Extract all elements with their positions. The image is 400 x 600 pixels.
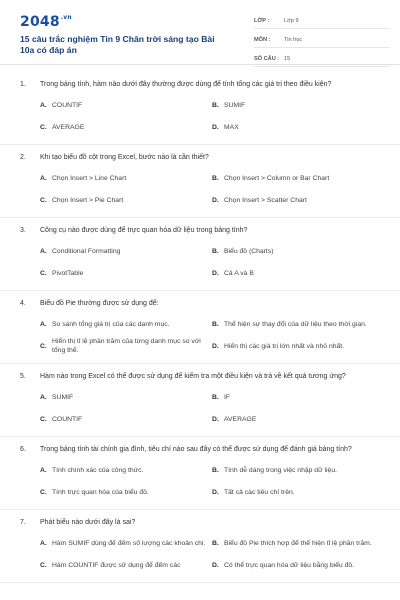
answer-options (40, 240, 380, 284)
meta-value: Lớp 9 (284, 18, 299, 24)
question-item (0, 72, 400, 145)
option-letter: D. (212, 561, 219, 569)
option-text: SUMIF (224, 101, 246, 109)
meta-value: 15 (284, 56, 291, 62)
option-letter: D. (212, 196, 219, 204)
option-letter: C. (40, 488, 47, 496)
answer-option[interactable] (40, 240, 212, 262)
answer-option[interactable] (212, 554, 384, 576)
option-letter: B. (212, 247, 219, 255)
site-logo[interactable] (20, 14, 72, 30)
option-text: AVERAGE (224, 415, 257, 423)
option-letter: D. (212, 123, 219, 131)
option-letter: C. (40, 123, 47, 131)
question-text: Phát biểu nào dưới đây là sai? (40, 519, 136, 526)
option-text: So sánh tổng giá trị của các danh mục. (52, 320, 170, 328)
question-header (20, 226, 380, 236)
option-text: Thể hiện sự thay đổi của dữ liệu theo thời gian. (224, 320, 367, 328)
question-list (0, 72, 400, 583)
option-text: MAX (224, 123, 239, 131)
meta-label: SỐ CÂU : (254, 56, 280, 62)
question-number: 1. (20, 81, 26, 88)
meta-label: MÔN : (254, 37, 271, 43)
option-letter: B. (212, 320, 219, 328)
answer-option[interactable] (212, 262, 384, 284)
logo-suffix: .vn (60, 14, 72, 21)
answer-options (40, 313, 380, 357)
option-text: Biểu đồ Pie thích hợp để thể hiện tỉ lệ phần trăm. (224, 539, 372, 547)
option-letter: C. (40, 269, 47, 277)
answer-option[interactable] (40, 335, 212, 357)
option-text: AVERAGE (52, 123, 85, 131)
meta-value: Tin học (284, 37, 303, 43)
option-letter: C. (40, 342, 47, 350)
question-number: 7. (20, 519, 26, 526)
answer-options (40, 94, 380, 138)
question-text: Trong bảng tính tài chính gia đình, tiêu chí nào sau đây có thể được sử dụng để đánh giá bảng tính? (40, 446, 352, 453)
option-text: Chọn Insert > Column or Bar Chart (224, 174, 330, 182)
option-letter: C. (40, 415, 47, 423)
question-text: Trong bảng tính, hàm nào dưới đây thường được dùng để tính tổng các giá trị theo điều kiện? (40, 81, 332, 88)
option-letter: B. (212, 539, 219, 547)
question-text: Hàm nào trong Excel có thể được sử dụng để kiểm tra một điều kiện và trả về kết quả tương ứng? (40, 373, 346, 380)
option-text: Hiển thị các giá trị lớn nhất và nhỏ nhất. (224, 342, 345, 350)
question-text: Công cụ nào được dùng để trực quan hóa dữ liệu trong bảng tính? (40, 227, 248, 234)
question-header (20, 372, 380, 382)
answer-option[interactable] (40, 313, 212, 335)
option-letter: A. (40, 247, 47, 255)
answer-option[interactable] (40, 116, 212, 138)
question-number: 5. (20, 373, 26, 380)
answer-option[interactable] (212, 116, 384, 138)
answer-option[interactable] (212, 335, 384, 357)
option-text: Cả A và B (224, 269, 254, 277)
option-letter: C. (40, 196, 47, 204)
question-header (20, 518, 380, 528)
header (0, 0, 400, 65)
option-letter: B. (212, 466, 219, 474)
answer-option[interactable] (212, 481, 384, 503)
option-text: SUMIF (52, 393, 74, 401)
meta-row-class (254, 14, 390, 29)
answer-option[interactable] (40, 408, 212, 430)
option-text: PivotTable (52, 269, 84, 277)
option-text: Tính chính xác của công thức. (52, 466, 144, 474)
option-text: Hàm SUMIF dùng để đếm số lượng các khoản chi. (52, 539, 206, 547)
option-letter: D. (212, 269, 219, 277)
answer-option[interactable] (40, 459, 212, 481)
option-letter: A. (40, 539, 47, 547)
meta-row-subject (254, 33, 390, 48)
option-letter: D. (212, 342, 219, 350)
option-text: Hiển thị tỉ lệ phần trăm của từng danh mục so với tổng thể. (52, 338, 201, 354)
meta-label: LỚP : (254, 18, 270, 24)
page-title: 15 câu trắc nghiệm Tin 9 Chân trời sáng tạo Bài 10a có đáp án (20, 34, 215, 55)
answer-options (40, 459, 380, 503)
question-item (0, 364, 400, 437)
answer-options (40, 532, 380, 576)
option-letter: B. (212, 174, 219, 182)
option-letter: B. (212, 101, 219, 109)
question-item (0, 437, 400, 510)
answer-option[interactable] (212, 94, 384, 116)
option-text: Có thể trực quan hóa dữ liệu bằng biểu đồ. (224, 561, 355, 569)
question-item (0, 218, 400, 291)
option-letter: A. (40, 174, 47, 182)
question-text: Khi tạo biểu đồ cột trong Excel, bước nào là cần thiết? (40, 154, 209, 161)
answer-option[interactable] (212, 167, 384, 189)
answer-option[interactable] (40, 94, 212, 116)
option-letter: A. (40, 101, 47, 109)
answer-option[interactable] (212, 532, 384, 554)
option-text: Biểu đồ (Charts) (224, 247, 274, 255)
question-text: Biểu đồ Pie thường được sử dụng để: (40, 300, 159, 307)
answer-options (40, 167, 380, 211)
option-text: IF (224, 393, 231, 401)
answer-option[interactable] (212, 313, 384, 335)
question-number: 6. (20, 446, 26, 453)
answer-option[interactable] (40, 386, 212, 408)
question-header (20, 445, 380, 455)
option-letter: C. (40, 561, 47, 569)
option-text: Chọn Insert > Pie Chart (52, 196, 124, 204)
question-item (0, 145, 400, 218)
option-text: Chọn Insert > Line Chart (52, 174, 127, 182)
meta-row-count (254, 52, 390, 67)
logo-text: 2048 (20, 14, 60, 30)
option-text: Tính trực quan hóa của biểu đồ. (52, 488, 149, 496)
question-item (0, 291, 400, 364)
question-number: 2. (20, 154, 26, 161)
question-header (20, 80, 380, 90)
option-letter: D. (212, 488, 219, 496)
answer-option[interactable] (40, 481, 212, 503)
question-header (20, 153, 380, 163)
meta-info (254, 14, 390, 71)
answer-option[interactable] (40, 554, 212, 576)
option-letter: D. (212, 415, 219, 423)
answer-option[interactable] (40, 167, 212, 189)
option-text: Tính dễ dàng trong việc nhập dữ liệu. (224, 466, 337, 474)
answer-option[interactable] (212, 189, 384, 211)
answer-option[interactable] (40, 262, 212, 284)
answer-option[interactable] (212, 386, 384, 408)
option-text: COUNTIF (52, 101, 83, 109)
option-letter: A. (40, 393, 47, 401)
answer-option[interactable] (212, 240, 384, 262)
option-text: Chọn Insert > Scatter Chart (224, 196, 307, 204)
option-text: COUNTIF (52, 415, 83, 423)
answer-option[interactable] (212, 459, 384, 481)
answer-option[interactable] (212, 408, 384, 430)
option-text: Hàm COUNTIF được sử dụng để đếm các (52, 561, 181, 569)
option-letter: A. (40, 466, 47, 474)
option-letter: A. (40, 320, 47, 328)
question-header (20, 299, 380, 309)
answer-option[interactable] (40, 532, 212, 554)
option-letter: B. (212, 393, 219, 401)
answer-options (40, 386, 380, 430)
question-number: 4. (20, 300, 26, 307)
option-text: Tất cả các tiêu chí trên. (224, 488, 295, 496)
answer-option[interactable] (40, 189, 212, 211)
question-number: 3. (20, 227, 26, 234)
question-item (0, 510, 400, 583)
option-text: Conditional Formatting (52, 247, 121, 255)
